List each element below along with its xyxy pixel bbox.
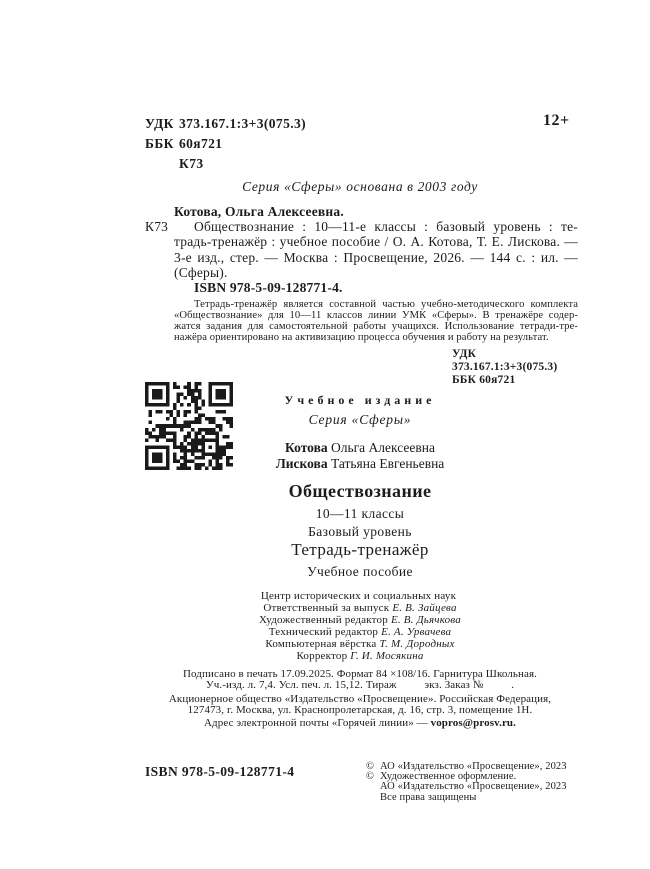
bib-line: 3-е изд., стер. — Москва : Просвещение, 2026. — 144 с. : ил. —	[174, 249, 578, 265]
author-name	[70, 440, 650, 456]
book-subtitle: Тетрадь-тренажёр	[291, 540, 429, 559]
credit-name: Е. В. Дьячкова	[390, 614, 461, 627]
udk-right: УДК 373.167.1:3+3(075.3)	[452, 348, 558, 374]
isbn-line: ISBN 978-5-09-128771-4.	[194, 280, 343, 296]
copyright-text: Художественное оформление.	[380, 771, 517, 783]
copyright-text: АО «Издательство «Просвещение», 2023	[380, 781, 567, 793]
publisher-address	[70, 694, 650, 716]
classification-codes-repeat	[452, 348, 579, 386]
udk-value: 373.167.1:3+3(075.3)	[179, 116, 307, 131]
publisher-line: 127473, г. Москва, ул. Краснопролетарская, д. 16, стр. 3, помещение 1Н.	[187, 703, 533, 716]
copyright-text: АО «Издательство «Просвещение», 2023	[380, 761, 567, 772]
edition-kind: Учебное пособие	[307, 564, 413, 579]
level-line: Базовый уровень	[308, 524, 412, 539]
credit-role: Корректор	[296, 650, 348, 663]
isbn-bottom: ISBN 978-5-09-128771-4	[145, 764, 295, 779]
annotation	[174, 299, 578, 343]
author-surname: Лискова	[275, 456, 328, 471]
publisher-line: Акционерное общество «Издательство «Просвещение». Российская Федерация,	[168, 693, 552, 705]
book-title: Обществознание	[288, 481, 432, 501]
bibliographic-entry	[145, 204, 579, 387]
credit-role: Художественный редактор	[259, 614, 388, 627]
annotation-line: жатся задания для самостоятельной работы учащихся. Использование тетради-тре-	[174, 321, 578, 333]
udk-label: УДК	[145, 116, 174, 131]
bbk-label: ББК	[145, 136, 174, 151]
credit-name: Т. М. Дородных	[379, 638, 455, 651]
annotation-line: нажёра ориентировано на активизацию процесса обучения и работу на результат.	[174, 332, 549, 344]
email-address: vopros@prosv.ru.	[430, 717, 516, 729]
credit-role: Ответственный за выпуск	[263, 602, 390, 615]
grades-line: 10—11 классы	[315, 506, 405, 521]
credit-name: Е. В. Зайцева	[392, 602, 457, 615]
credit-row	[70, 602, 650, 614]
catalog-code: К73	[145, 219, 169, 235]
annotation-line: «Обществознание» для 10—11 классов линии УМК «Сферы». В тренажёре содер-	[174, 310, 578, 322]
credit-name: Г. И. Мосякина	[350, 650, 424, 663]
udk-code	[145, 114, 306, 134]
credits-block	[70, 590, 650, 663]
credit-name: Е. А. Урвачева	[381, 626, 452, 639]
credit-role: Компьютерная вёрстка	[265, 638, 377, 651]
bbk-right: ББК 60я721	[452, 373, 516, 386]
bbk-value: 60я721	[179, 136, 223, 151]
bbk-code	[145, 134, 306, 154]
bib-line: Обществознание : 10—11-е классы : базовый уровень : те-	[194, 219, 578, 235]
credit-role: Центр исторических и социальных наук	[260, 590, 457, 602]
series-name: Серия «Сферы»	[308, 412, 412, 427]
hotline-email-line	[70, 717, 650, 729]
credit-role: Технический редактор	[268, 626, 379, 639]
credit-row	[70, 590, 650, 602]
author-sign-code: К73	[179, 156, 204, 171]
copyright-mark	[366, 782, 380, 792]
email-label: Адрес электронной почты «Горячей линии» —	[204, 717, 431, 729]
edition-type: Учебное издание	[284, 393, 436, 407]
author-name	[70, 456, 650, 472]
copyright-mark	[366, 793, 380, 803]
copyright-block	[366, 762, 567, 803]
age-rating-badge: 12+	[543, 112, 570, 129]
author-given: Татьяна Евгеньевна	[330, 456, 445, 471]
annotation-line: Тетрадь-тренажёр является составной частью учебно-методического комплекта	[194, 299, 578, 311]
series-founding-note: Серия «Сферы» основана в 2003 году	[242, 179, 478, 194]
bib-line: (Сферы).	[174, 264, 228, 280]
credit-row	[70, 638, 650, 650]
print-info	[70, 669, 650, 691]
print-info-line: Уч.-изд. л. 7,4. Усл. печ. л. 15,12. Тираж экз. Заказ № .	[205, 678, 515, 691]
classification-codes	[145, 114, 306, 174]
author-surname: Котова	[285, 440, 328, 455]
credit-row	[70, 650, 650, 662]
credit-row	[70, 626, 650, 638]
copyright-text: Все права защищены	[380, 791, 477, 803]
bib-line: традь-тренажёр : учебное пособие / О. А. Котова, Т. Е. Лискова. —	[174, 234, 578, 250]
copyright-mark: ©	[366, 771, 375, 783]
credit-row	[70, 614, 650, 626]
author-given: Ольга Алексеевна	[331, 440, 435, 455]
copyright-line	[366, 793, 567, 803]
author-heading: Котова, Ольга Алексеевна.	[174, 204, 344, 219]
print-info-line: Подписано в печать 17.09.2025. Формат 84 ×108/16. Гарнитура Школьная.	[182, 668, 537, 680]
catalog-card	[145, 219, 579, 280]
copyright-mark: ©	[366, 761, 375, 772]
